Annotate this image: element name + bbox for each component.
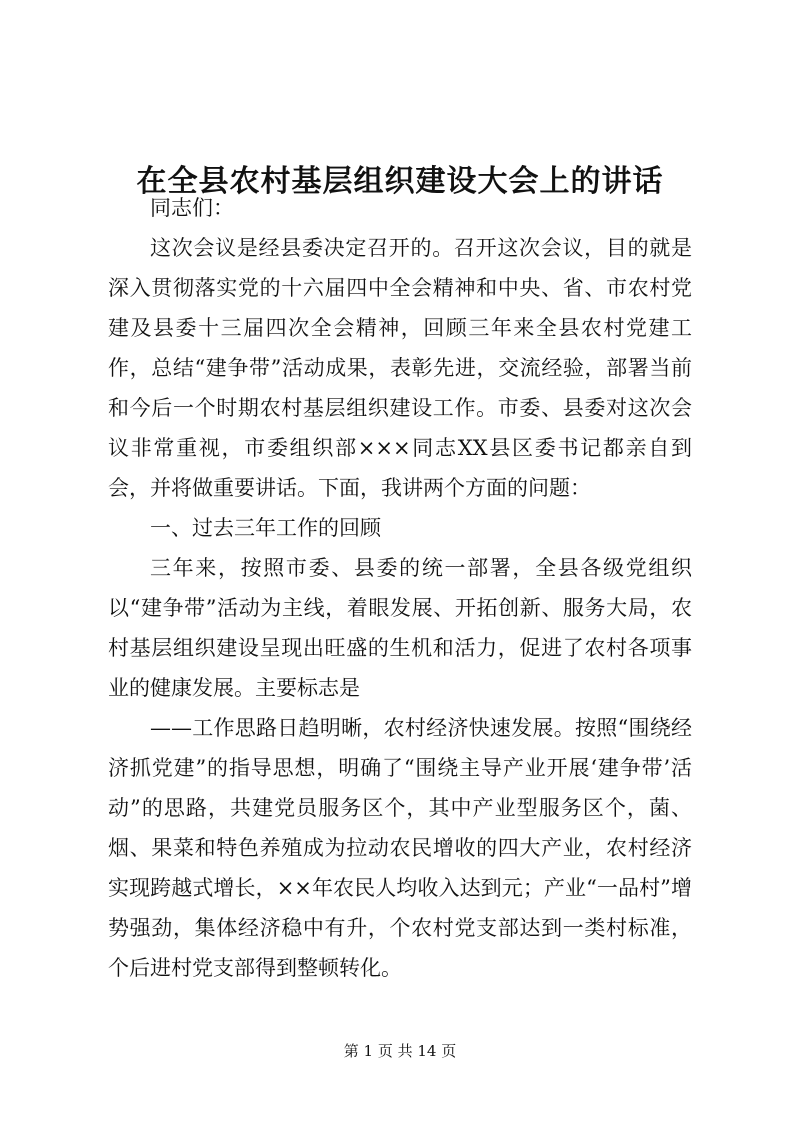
salutation: 同志们： — [150, 196, 234, 220]
section-heading: 一、过去三年工作的回顾 — [150, 516, 381, 540]
achievement-paragraph: ——工作思路日趋明晰，农村经济快速发展。按照“围绕经济抓党建”的指导思想，明确了“围绕主导产业开展‘建争带’活动”的思路，共建党员服务区个，其中产业型服务区个，菌、烟、果菜和特色养殖成为拉动农民增收的四大产业，农村经济实现跨越式增长，××年农民人均收入达到元；产业“一品村”增势强劲，集体经济稳中有升，个农村党支部达到一类村标准，个后进村党支部得到整顿转化。 — [108, 716, 692, 980]
opening-paragraph: 这次会议是经县委决定召开的。召开这次会议，目的就是深入贯彻落实党的十六届四中全会精神和中央、省、市农村党建及县委十三届四次全会精神，回顾三年来全县农村党建工作，总结“建争带”活动成果，表彰先进，交流经验，部署当前和今后一个时期农村基层组织建设工作。市委、县委对这次会议非常重视，市委组织部×××同志XX县区委书记都亲自到会，并将做重要讲话。下面，我讲两个方面的问题： — [108, 236, 692, 500]
review-paragraph: 三年来，按照市委、县委的统一部署，全县各级党组织以“建争带”活动为主线，着眼发展、开拓创新、服务大局，农村基层组织建设呈现出旺盛的生机和活力，促进了农村各项事业的健康发展。主要标志是 — [108, 556, 692, 700]
document-body — [108, 188, 692, 988]
document-title: 在全县农村基层组织建设大会上的讲话 — [136, 164, 664, 200]
page-footer: 第 1 页 共 14 页 — [343, 1042, 457, 1060]
